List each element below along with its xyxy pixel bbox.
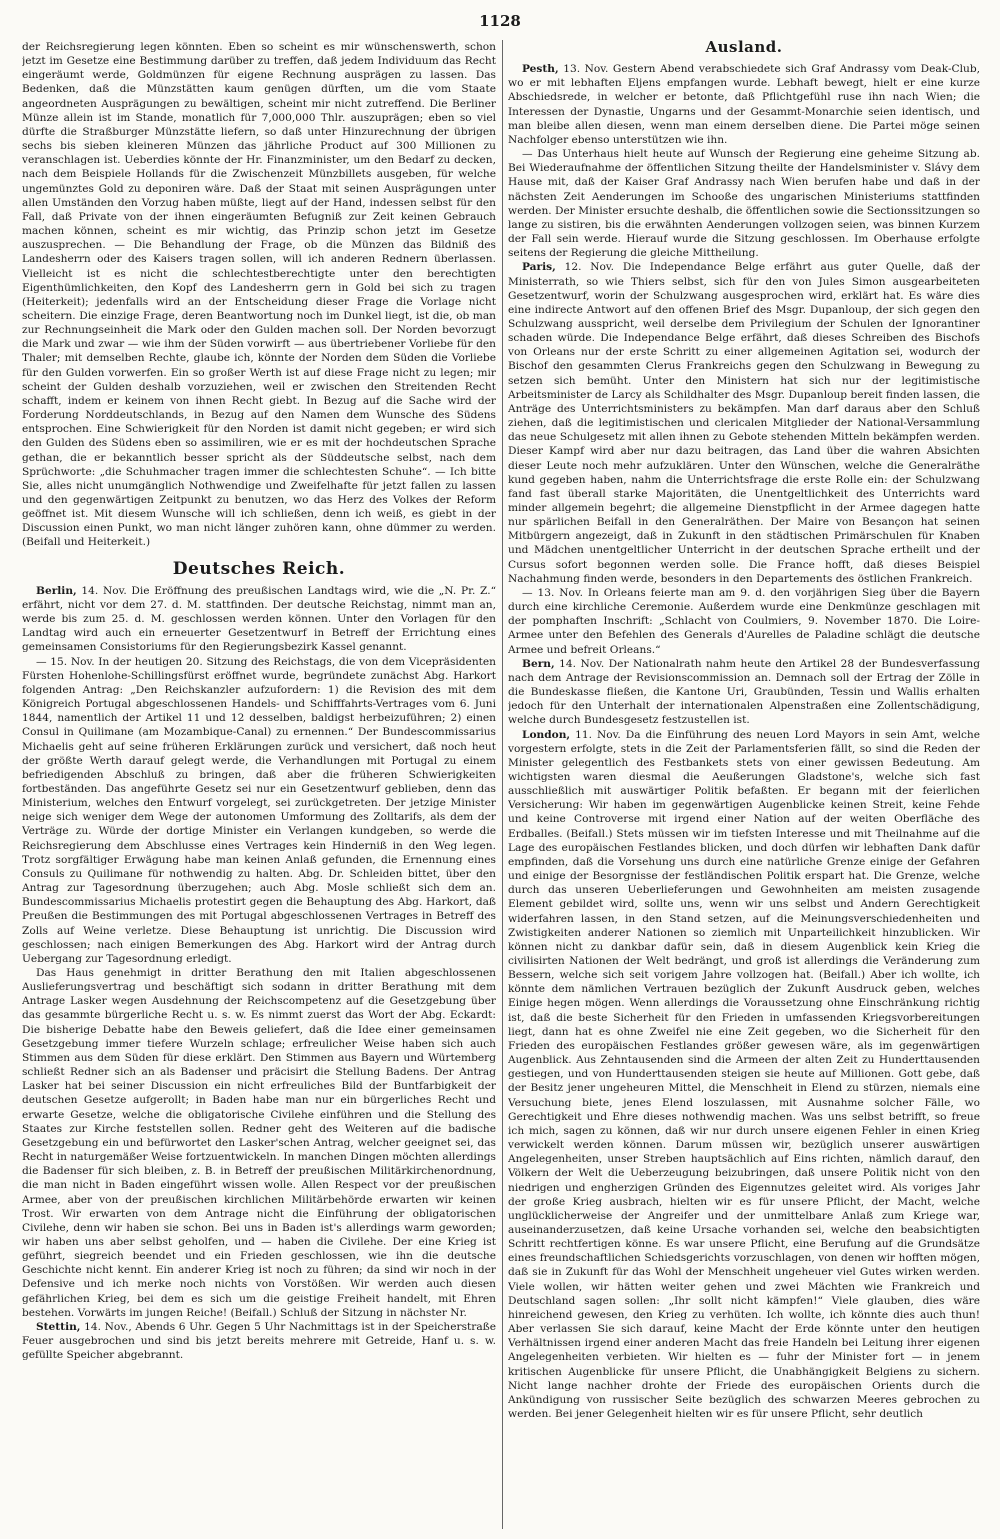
article-text: 12. Nov. Die Independance Belge erfährt aus guter Quelle, daß der Ministerrath, so wie Thiers selbst, sich für den von Jules Simon ausgearbeiteten Gesetzentwurf, worin der Schulzwang ausgesprochen wird, erklärt hat. Es wäre dies eine indirecte Antwort auf den offenen Brief des Msgr. Dupanloup, der sich gegen den Schulzwang ausspricht, weil derselbe dem Privilegium der Schulen der Ignorantiner schaden würde. Die Independance Belge erfährt, daß dieses Schreiben des Bischofs von Orleans nur der erste Schritt zu einer allgemeinen Agitation sei, wodurch der Bischof den gesammten Clerus Frankreichs gegen den Schulzwang in Bewegung zu setzen sich bemüht. Unter den Ministern hat sich nur der legitimistische Arbeitsminister de Larcy als Schildhalter des Msgr. Dupanloup bereit finden lassen, die Anträge des Unterrichtsministers zu bekämpfen. Man darf daraus aber den Schluß ziehen, daß die legitimistischen und clericalen Mitglieder der National-Versammlung das neue Schulgesetz mit allen ihnen zu Gebote stehenden Mitteln bekämpfen werden. Dieser Kampf wird aber nur dazu beitragen, das Land über die wahren Absichten dieser Leute noch mehr aufzuklären. Unter den Wünschen, welche die Generalräthe kund gegeben haben, nahm die Unterrichtsfrage die erste Rolle ein: der Schulzwang fand fast überall starke Majoritäten, die Unentgeltlichkeit des Unterrichts ward minder allgemein begehrt; die allgemeine Dienstpflicht in der Armee dagegen hatte nur spärlichen Beifall in den Generalräthen. Der Maire von Besançon hat seinen Mitbürgern angezeigt, daß in Zukunft in den städtischen Primärschulen für Knaben und Mädchen unentgeltlicher Unterricht in der deutschen Sprache ertheilt und der Cursus sofort begonnen werden solle. Die France hofft, daß dieses Beispiel Nachahmung finden werde, besonders in den Departements des östlichen Frankreich.: [508, 261, 980, 585]
dateline: Bern,: [522, 657, 555, 670]
article-bern: [508, 657, 980, 728]
article-london: [508, 728, 980, 1422]
article-orleans: — 13. Nov. In Orleans feierte man am 9. d. den vorjährigen Sieg über die Bayern durch eine kirchliche Ceremonie. Außerdem wurde eine Denkmünze geschlagen mit der pomphaften Inschrift: „Schlacht von Coulmiers, 9. November 1870. Die Loire-Armee unter den Befehlen des Generals d'Aurelles de Paladine schlägt die deutsche Armee und befreit Orleans.“: [508, 586, 980, 656]
section-heading-ausland: Ausland.: [705, 40, 783, 56]
dateline: Berlin,: [36, 584, 77, 597]
article-reichstag: — 15. Nov. In der heutigen 20. Sitzung des Reichstags, die von dem Vicepräsidenten Fürsten Hohenlohe-Schillingsfürst eröffnet wurde, begründete zunächst Abg. Harkort folgenden Antrag: „Den Reichskanzler aufzufordern: 1) die Revision des mit dem Königreich Portugal abgeschlossenen Handels- und Schifffahrts-Vertrages vom 6. Juni 1844, namentlich der Artikel 11 und 12 desselben, baldigst herbeizuführen; 2) einen Consul in Quilimane (am Mozambique-Canal) zu ernennen.“ Der Bundescommissarius Michaelis geht auf seine früheren Erklärungen zurück und versichert, daß noch heut der größte Werth darauf gelegt werde, die Verhandlungen mit Portugal zu einem befriedigenden Abschluß zu bringen, daß aber die früheren Schwierigkeiten fortbeständen. Das angeführte Gesetz sei nur ein Gesetzentwurf geblieben, denn das Ministerium, welches den Entwurf vorgelegt, sei zurückgetreten. Der jetzige Minister neige sich weniger dem Wege der autonomen Umformung des Zolltarifs, als dem der Verträge zu. Würde der dortige Minister ein Verlangen kundgeben, so werde die Reichsregierung dem Abschlusse eines Vertrages kein Hinderniß in den Weg legen. Trotz sorgfältiger Erwägung habe man keinen Anlaß gefunden, die Ernennung eines Consuls zu Quilimane für nothwendig zu halten. Abg. Dr. Schleiden bittet, über den Antrag zur Tagesordnung überzugehen; auch Abg. Mosle schließt sich dem an. Bundescommissarius Michaelis protestirt gegen die Behauptung des Abg. Harkort, daß Preußen die Bestimmungen des mit Portugal abgeschlossenen Vertrages in Betreff des Zolls auf Weine verletze. Diese Behauptung ist unrichtig. Die Discussion wird geschlossen; nach einigen Bemerkungen des Abg. Harkort wird der Antrag durch Uebergang zur Tagesordnung erledigt.: [22, 655, 496, 965]
page-number: 1128: [479, 12, 521, 30]
article-text: 13. Nov. Gestern Abend verabschiedete sich Graf Andrassy vom Deak-Club, wo er mit lebhaften Eljens empfangen wurde. Lebhaft bewegt, hielt er eine kurze Abschiedsrede, in welcher er betonte, daß Pflichtgefühl ruse ihn nach Wien; die Interessen der Dynastie, Ungarns und der Gesammt-Monarchie seien identisch, und man bleibe allen diesen, wenn man einem derselben diene. Die Partei möge seinen Nachfolger ebenso unterstützen wie ihn.: [508, 63, 980, 146]
article-reichstag-continued: Das Haus genehmigt in dritter Berathung den mit Italien abgeschlossenen Auslieferungsvertrag und beschäftigt sich sodann in dritter Berathung mit dem Antrage Lasker wegen Ausdehnung der Reichscompetenz auf die Gesetzgebung über das gesammte bürgerliche Recht u. s. w. Es nimmt zuerst das Wort der Abg. Eckardt: Die bisherige Debatte habe den Beweis geliefert, daß die Idee einer gemeinsamen Gesetzgebung immer tiefere Wurzeln schlage; erfreulicher Weise haben sich auch Stimmen aus dem Süden für diese erklärt. Den Stimmen aus Bayern und Würtemberg schließt Redner sich an als Badenser und präcisirt die Stellung Badens. Der Antrag Lasker hat bei seiner Discussion ein nicht erfreuliches Bild der Buntfarbigkeit der deutschen Gesetze aufgerollt; in Baden habe man nur ein bürgerliches Recht und erwarte Gesetze, welche die obligatorische Civilehe einführen und die Stellung des Staates zur Kirche feststellen sollen. Redner geht des Weiteren auf die badische Gesetzgebung ein und befürwortet den Lasker'schen Antrag, welcher geeignet sei, das Recht in naturgemäßer Weise fortzuentwickeln. In manchen Dingen möchten allerdings die Badenser für sich bleiben, z. B. in Betreff der preußischen Militärkirchenordnung, die man nicht in Baden eingeführt wissen wolle. Allen Respect vor der preußischen Armee, aber von der preußischen kirchlichen Militärbehörde erwarten wir keinen Trost. Wir erwarten von dem Antrage nicht die Einführung der obligatorischen Civilehe, denn wir haben sie schon. Bei uns in Baden ist's allerdings warm geworden; wir haben uns aber selbst geholfen, und — haben die Civilehe. Der eine Krieg ist geführt, siegreich beendet und ein Frieden geschlossen, wie ihn die deutsche Geschichte nicht kennt. Ein anderer Krieg ist noch zu führen; da sind wir noch in der Defensive und ich merke noch nichts von Vorstößen. Wir werden auch diesen gefährlichen Krieg, bei dem es sich um die geistige Freiheit handelt, mit Ehren bestehen. Vorwärts im jungen Reiche! (Beifall.) Schluß der Sitzung in nächster Nr.: [22, 967, 496, 1319]
dateline: London,: [522, 728, 571, 741]
article-unterhaus: — Das Unterhaus hielt heute auf Wunsch der Regierung eine geheime Sitzung ab. Bei Wiederaufnahme der öffentlichen Sitzung theilte der Handelsminister v. Slávy dem Hause mit, daß der Kaiser Graf Andrassy nach Wien berufen habe und daß in der nächsten Zeit Aenderungen im Schooße des ungarischen Ministeriums stattfinden werden. Der Minister ersuchte deshalb, die öffentlichen sowie die Sectionssitzungen so lange zu sistiren, bis die erwähnten Aenderungen vollzogen seien, was binnen Kurzem der Fall sein werde. Hierauf wurde die Sitzung geschlossen. Im Oberhause erfolgte seitens der Regierung die gleiche Mittheilung.: [508, 148, 980, 260]
article-berlin: [22, 584, 496, 655]
article-text: 14. Nov. Der Nationalrath nahm heute den Artikel 28 der Bundesverfassung nach dem Antrage der Revisionscommission an. Demnach soll der Ertrag der Zölle in die Bundeskasse fließen, die Kantone Uri, Graubünden, Tessin und Wallis erhalten jedoch für den Unterhalt der internationalen Alpenstraßen eine Zollentschädigung, welche durch Bundesgesetz festzustellen ist.: [508, 657, 980, 727]
article-text: 11. Nov. Da die Einführung des neuen Lord Mayors in sein Amt, welche vorgestern erfolgte, stets in die Zeit der Parlamentsferien fällt, so sind die Reden der Minister gelegentlich des Festbankets stets von einer gewissen Bedeutung. Am wichtigsten waren diesmal die Aeußerungen Gladstone's, welche sich fast ausschließlich mit auswärtiger Politik befaßten. Er begann mit der feierlichen Versicherung: Wir haben im gegenwärtigen Augenblicke keinen Streit, keine Fehde und keine Controverse mit irgend einer Nation auf der weiten Oberfläche des Erdballes. (Beifall.) Stets müssen wir im tiefsten Interesse und mit Theilnahme auf die Lage des europäischen Festlandes blicken, und doch dürfen wir lebhaften Dank dafür empfinden, daß die Vorsehung uns durch eine natürliche Grenze einige der Gefahren und einige der Besorgnisse der festländischen Politik erspart hat. Die Grenze, welche durch das unseren Ueberlieferungen und Gewohnheiten am meisten zusagende Element gebildet wird, sollte uns, wenn wir uns selbst und Andern Gerechtigkeit widerfahren lassen, in den Stand setzen, auf die Meinungsverschiedenheiten und Zwistigkeiten anderer Nationen so ziemlich mit Unparteilichkeit hinzublicken. Wir können nicht zu dankbar dafür sein, daß in diesem Augenblick kein Krieg die civilisirten Nationen der Welt bedrängt, und groß ist allerdings die Veränderung zum Bessern, welche sich seit vorigem Jahre vollzogen hat. (Beifall.) Aber ich wollte, ich könnte dem nämlichen Vertrauen bezüglich der Zukunft Ausdruck geben, welches Einige hegen mögen. Wenn allerdings die Voraussetzung ohne Einschränkung richtig ist, daß die beste Sicherheit für den Frieden in umfassenden Kriegsvorbereitungen liegt, dann hat es ohne Zweifel nie eine Zeit gegeben, wo die Sicherheit für den Frieden des europäischen Festlandes größer gewesen wäre, als im gegenwärtigen Augenblick. Aus Zehntausenden sind die Armeen der alten Zeit zu Hunderttausenden gestiegen, und von Hunderttausenden steigen sie heute auf Millionen. Gott gebe, daß der Besitz jener ungeheuren Mittel, die Menschheit in Elend zu stürzen, niemals eine Versuchung biete, jenes Elend loszulassen, mit Ausnahme solcher Fälle, wo Gerechtigkeit und Ehre dieses nothwendig machen. Was uns selbst betrifft, so freue ich mich, sagen zu können, daß wir nur durch unsere eigenen Fehler in einen Krieg verwickelt werden können. Darum müssen wir, bezüglich unserer auswärtigen Angelegenheiten, unser Streben hauptsächlich auf Eins richten, nämlich darauf, den Völkern der Welt die Ueberzeugung beizubringen, daß unsere Politik nicht von den niedrigen und engherzigen Gründen des Eigennutzes geleitet wird. Als voriges Jahr der große Krieg ausbrach, hielten wir es für unsere Pflicht, der Macht, welche unglücklicherweise der Angreifer und der unmittelbare Anlaß zum Kriege war, auseinanderzusetzen, daß keine Ursache vorhanden sei, welche den beabsichtigten Schritt rechtfertigen könne. Es war unsere Pflicht, eine Berufung auf die Grundsätze eines freundschaftlichen Schiedsgerichts vorzuschlagen, von denen wir hofften mögen, daß sie in Zukunft für das Wohl der Menschheit ungeheuer viel Gutes wirken werden. Viele wollen, wir hätten weiter gehen und zwei Mächten wie Frankreich und Deutschland sagen sollen: „Ihr sollt nicht kämpfen!“ Viele glauben, dies wäre hinreichend gewesen, den Krieg zu verhüten. Ich wollte, ich könnte dies auch thun! Aber verlassen Sie sich darauf, keine Macht der Erde könnte unter den heutigen Verhältnissen irgend einer anderen Macht das freie Handeln bei Leitung ihrer eigenen Angelegenheiten verbieten. Wir hielten es — fuhr der Minister fort — in jenem kritischen Augenblicke für unsere Pflicht, die Unabhängigkeit Belgiens zu sichern. Nicht lange nachher drohte der Friede des europäischen Orients durch die Ankündigung von russischer Seite bezüglich des schwarzen Meeres gebrochen zu werden. Bei jener Gelegenheit hielten wir es für unsere Pflicht, sehr deutlich: [508, 728, 980, 1420]
section-heading-deutsches-reich: Deutsches Reich.: [172, 558, 346, 579]
article-text: der Reichsregierung legen könnten. Eben so scheint es mir wünschenswerth, schon jetzt im Gesetze eine Bestimmung darüber zu treffen, daß jedem Individuum das Recht eingeräumt werde, Goldmünzen für eigene Rechnung ausprägen zu lassen. Das Bedenken, daß die Münzstätten kaum genügen dürften, um die vom Staate angeordneten Ausprägungen zu bewältigen, scheint mir nicht zutreffend. Die Berliner Münze allein ist im Stande, monatlich für 7,000,000 Thlr. auszuprägen; eben so viel dürfte die Straßburger Münzstätte liefern, so daß unter Hinzurechnung der übrigen sechs bis sieben kleineren Münzen das jährliche Product auf 300 Millionen zu veranschlagen ist. Ueberdies könnte der Hr. Finanzminister, um den Bedarf zu decken, nach dem Beispiele Hollands für die Zwischenzeit Münzbillets ausgeben, für welche ungemünztes Gold zu deponiren wäre. Daß der Staat mit seinen Ausprägungen unter allen Umständen den Vorzug haben müßte, liegt auf der Hand, indessen selbst für den Fall, daß Private von der ihnen eingeräumten Befugniß zur Zeit keinen Gebrauch machen können, scheint es mir wichtig, das Prinzip schon jetzt im Gesetze auszusprechen. — Die Behandlung der Frage, ob die Münzen das Bildniß des Landesherrn oder des Kaisers tragen sollen, will ich anderen Rednern überlassen. Vielleicht ist es nicht die schlechtestberechtigte unter den berechtigten Eigenthümlichkeiten, den Kopf des Landesherrn gern in Gold bei sich zu tragen (Heiterkeit); jedenfalls wird an der Entscheidung dieser Frage die Vorlage nicht scheitern. Die einzige Frage, deren Beantwortung noch im Dunkel liegt, ist die, ob man zur Rechnungseinheit die Mark oder den Gulden machen soll. Der Norden bevorzugt die Mark und zwar — wie ihm der Süden vorwirft — aus übertriebener Vorliebe für den Thaler; mit demselben Rechte, glaube ich, könnte der Norden dem Süden die Vorliebe für den Gulden vorwerfen. Ein so großer Werth ist auf diese Frage nicht zu legen; mir scheint der Gulden deshalb vorzuziehen, weil er zwischen den Streitenden Recht schafft, indem er keinem von ihnen Recht giebt. In Bezug auf die Sache wird der Forderung Norddeutschlands, in Bezug auf den Namen dem Wunsche des Südens entsprochen. Eine Schwierigkeit für den Norden ist damit nicht gegeben; er wird sich den Gulden des Südens eben so assimiliren, wie er es mit der hochdeutschen Sprache gethan, die er bekanntlich besser spricht als der Süddeutsche selbst, nach dem Sprüchworte: „die Schuhmacher tragen immer die schlechtesten Schuhe“. — Ich bitte Sie, alles nicht unumgänglich Nothwendige und Zweifelhafte für jetzt fallen zu lassen und den gegenwärtigen Zeitpunkt zu benutzen, wo das Herz des Volkes der Reform geöffnet ist. Mit diesem Wunsche will ich schließen, denn ich weiß, es giebt in der Discussion einen Punkt, wo man nicht länger zuhören kann, ohne dümmer zu werden. (Beifall und Heiterkeit.): [22, 41, 496, 549]
column-divider: [502, 40, 503, 1529]
article-paris: [508, 260, 980, 586]
article-text: 14. Nov. Die Eröffnung des preußischen Landtags wird, wie die „N. Pr. Z.“ erfährt, nicht vor dem 27. d. M. stattfinden. Der deutsche Reichstag, nimmt man an, werde bis zum 25. d. M. geschlossen werden können. Unter den Vorlagen für den Landtag wird auch ein erneuerter Gesetzentwurf in Betreff der Errichtung eines gemeinsamen Consistoriums für den Regierungsbezirk Kassel genannt.: [22, 584, 496, 654]
dateline: Stettin,: [36, 1320, 81, 1333]
article-stettin: [22, 1320, 496, 1362]
article-text: 14. Nov., Abends 6 Uhr. Gegen 5 Uhr Nachmittags ist in der Speicherstraße Feuer ausgebrochen und sind bis jetzt bereits mehrere mit Getreide, Hanf u. s. w. gefüllte Speicher abgebrannt.: [22, 1320, 496, 1362]
dateline: Paris,: [522, 261, 556, 274]
left-column: [22, 40, 496, 1529]
article-pesth: [508, 62, 980, 147]
right-column: [508, 40, 980, 1529]
dateline: Pesth,: [522, 63, 559, 76]
